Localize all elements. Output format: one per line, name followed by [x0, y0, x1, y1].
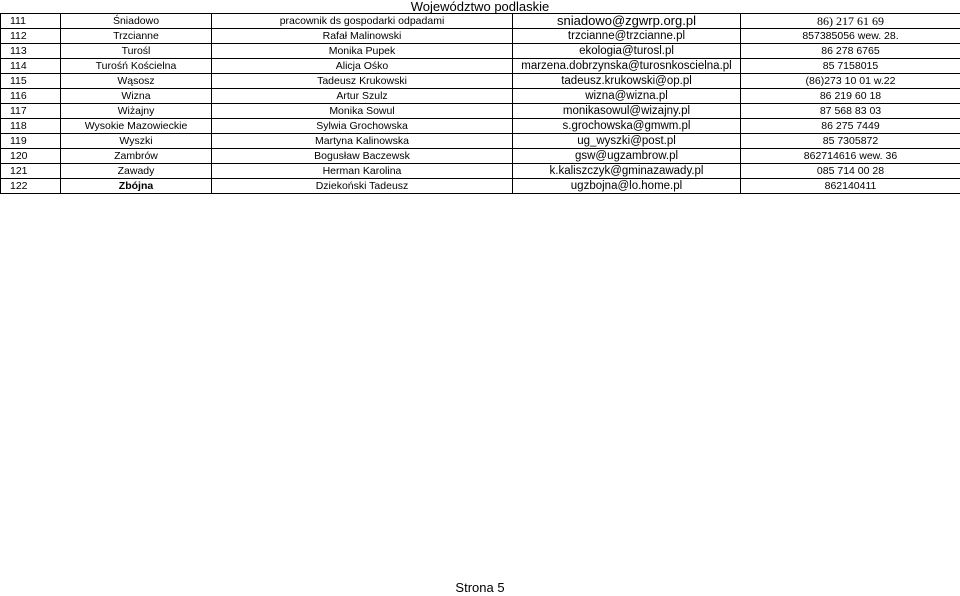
table-row	[1, 44, 960, 59]
table-row	[1, 104, 960, 119]
email-cell: monikasowul@wizajny.pl	[513, 104, 741, 119]
email-cell: trzcianne@trzcianne.pl	[513, 29, 741, 44]
page-title: Województwo podlaskie	[0, 0, 960, 14]
email-cell: tadeusz.krukowski@op.pl	[513, 74, 741, 89]
contact-person-cell: Martyna Kalinowska	[212, 134, 513, 149]
row-number: 117	[1, 104, 61, 119]
table-row	[1, 29, 960, 44]
phone-cell: 85 7158015	[741, 59, 960, 74]
municipality-cell: Zawady	[61, 164, 212, 179]
table-row	[1, 134, 960, 149]
email-cell: sniadowo@zgwrp.org.pl	[513, 14, 741, 29]
row-number: 122	[1, 179, 61, 194]
municipality-cell: Wizna	[61, 89, 212, 104]
row-number: 114	[1, 59, 61, 74]
contacts-table-body	[1, 14, 960, 194]
email-cell: k.kaliszczyk@gminazawady.pl	[513, 164, 741, 179]
phone-cell: 86 278 6765	[741, 44, 960, 59]
table-row	[1, 59, 960, 74]
municipality-cell: Turośl	[61, 44, 212, 59]
table-row	[1, 119, 960, 134]
email-cell: ekologia@turosl.pl	[513, 44, 741, 59]
phone-cell: 86 275 7449	[741, 119, 960, 134]
phone-cell: 86 219 60 18	[741, 89, 960, 104]
contact-person-cell: Artur Szulz	[212, 89, 513, 104]
row-number: 113	[1, 44, 61, 59]
municipality-cell: Wiżajny	[61, 104, 212, 119]
municipality-cell: Trzcianne	[61, 29, 212, 44]
phone-cell: 86) 217 61 69	[741, 14, 960, 29]
contact-person-cell: pracownik ds gospodarki odpadami	[212, 14, 513, 29]
table-row	[1, 89, 960, 104]
contact-person-cell: Herman Karolina	[212, 164, 513, 179]
municipality-cell: Wysokie Mazowieckie	[61, 119, 212, 134]
contact-person-cell: Monika Sowul	[212, 104, 513, 119]
row-number: 116	[1, 89, 61, 104]
email-cell: marzena.dobrzynska@turosnkoscielna.pl	[513, 59, 741, 74]
municipality-cell: Turośń Kościelna	[61, 59, 212, 74]
municipality-cell: Wyszki	[61, 134, 212, 149]
page-number-footer: Strona 5	[0, 580, 960, 596]
email-cell: wizna@wizna.pl	[513, 89, 741, 104]
phone-cell: 85 7305872	[741, 134, 960, 149]
row-number: 121	[1, 164, 61, 179]
phone-cell: 085 714 00 28	[741, 164, 960, 179]
contact-person-cell: Monika Pupek	[212, 44, 513, 59]
row-number: 115	[1, 74, 61, 89]
table-row	[1, 74, 960, 89]
table-row	[1, 149, 960, 164]
email-cell: s.grochowska@gmwm.pl	[513, 119, 741, 134]
contact-person-cell: Rafał Malinowski	[212, 29, 513, 44]
table-row	[1, 164, 960, 179]
municipality-cell: Śniadowo	[61, 14, 212, 29]
email-cell: ug_wyszki@post.pl	[513, 134, 741, 149]
email-cell: gsw@ugzambrow.pl	[513, 149, 741, 164]
row-number: 111	[1, 14, 61, 29]
contact-person-cell: Bogusław Baczewsk	[212, 149, 513, 164]
phone-cell: 87 568 83 03	[741, 104, 960, 119]
table-row	[1, 14, 960, 29]
phone-cell: (86)273 10 01 w.22	[741, 74, 960, 89]
table-row	[1, 179, 960, 194]
contact-person-cell: Tadeusz Krukowski	[212, 74, 513, 89]
phone-cell: 862140411	[741, 179, 960, 194]
municipality-cell: Wąsosz	[61, 74, 212, 89]
contact-person-cell: Dziekoński Tadeusz	[212, 179, 513, 194]
contact-person-cell: Alicja Ośko	[212, 59, 513, 74]
municipality-cell: Zbójna	[61, 179, 212, 194]
phone-cell: 857385056 wew. 28.	[741, 29, 960, 44]
municipality-cell: Zambrów	[61, 149, 212, 164]
contacts-table	[0, 13, 960, 194]
email-cell: ugzbojna@lo.home.pl	[513, 179, 741, 194]
row-number: 118	[1, 119, 61, 134]
phone-cell: 862714616 wew. 36	[741, 149, 960, 164]
contact-person-cell: Sylwia Grochowska	[212, 119, 513, 134]
row-number: 112	[1, 29, 61, 44]
row-number: 119	[1, 134, 61, 149]
row-number: 120	[1, 149, 61, 164]
